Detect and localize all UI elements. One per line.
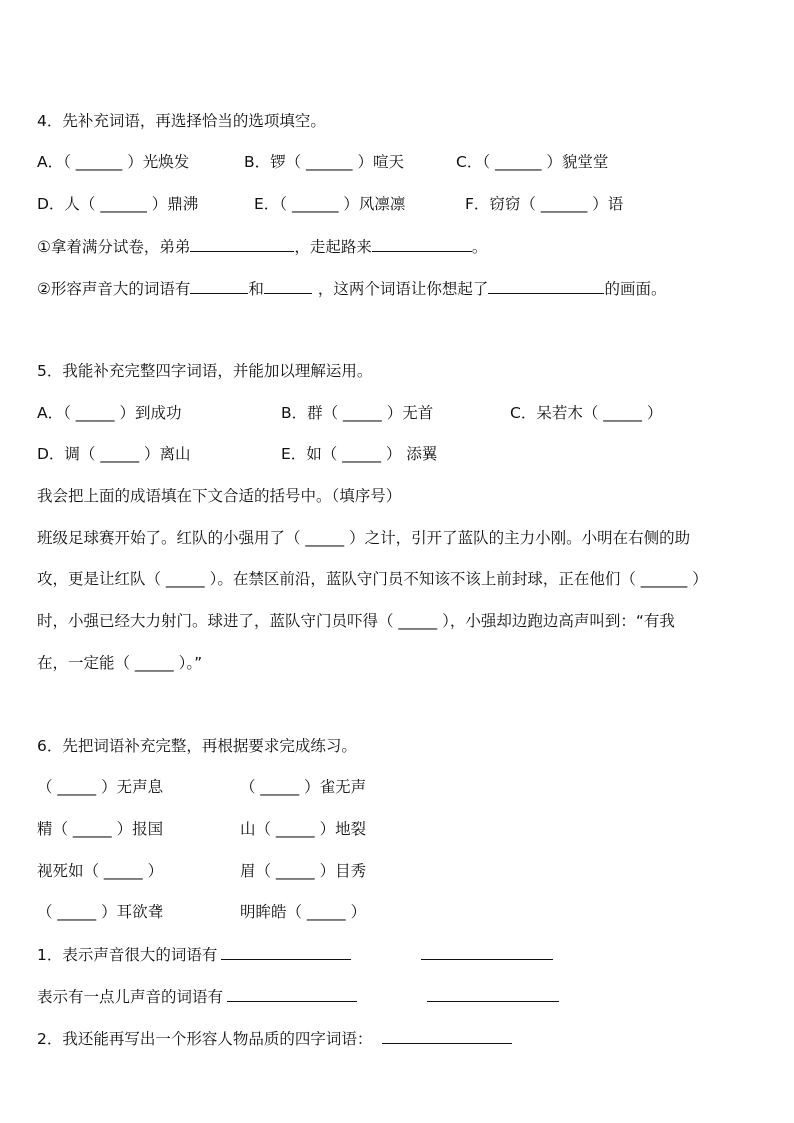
q6-word-2: （ _____ ）雀无声 [240,778,367,796]
q5-paragraph-line-2: 攻，更是让红队（ _____ ）。在禁区前沿，蓝队守门员不知该不该上前封球，正在他们（ ______ ） [37,570,708,588]
q6-word-6: 眉（ _____ ）目秀 [240,862,367,880]
q5-paragraph-line-3: 时，小强已经大力射门。球进了，蓝队守门员吓得（ _____ ），小强却边跑边高声叫到：“有我 [37,612,675,630]
q4-sentence-2 [37,278,666,299]
q4-option-a: A．（ ______ ）光焕发 [37,153,190,171]
q6-task-1b [37,986,559,1007]
q5-option-b: B．群（ _____ ）无首 [281,404,434,422]
answer-blank[interactable] [190,236,294,252]
q5-paragraph-line-1: 班级足球赛开始了。红队的小强用了（ _____ ）之计，引开了蓝队的主力小刚。小明在右侧的助 [37,529,691,547]
q4-s2-prefix: ②形容声音大的词语有 [37,280,191,298]
q5-instruction: 我会把上面的成语填在下文合适的括号中。（填序号） [37,487,402,505]
q6-word-8: 明眸皓（ _____ ） [240,903,367,921]
q4-option-e: E．（ ______ ）风凛凛 [254,195,406,213]
q4-s2-and: 和 [248,280,264,298]
q4-s2-end: 的画面。 [604,280,667,298]
q4-option-b: B．锣（ ______ ）喧天 [244,153,404,171]
q6-word-5: 视死如（ _____ ） [37,862,164,880]
q6-word-7: （ _____ ）耳欲聋 [37,903,164,921]
q6-task-1 [37,944,553,965]
answer-blank[interactable] [421,944,553,960]
q5-option-d: D．调（ _____ ）离山 [37,445,191,463]
q4-s1-prefix: ①拿着满分试卷，弟弟 [37,238,191,256]
answer-blank[interactable] [427,986,559,1002]
q6-task-2-label: 2．我还能再写出一个形容人物品质的四字词语： [37,1030,373,1048]
q4-title: 4．先补充词语，再选择恰当的选项填空。 [37,112,326,130]
q6-word-3: 精（ _____ ）报国 [37,820,164,838]
q6-task-2 [37,1028,512,1049]
q6-title: 6．先把词语补充完整，再根据要求完成练习。 [37,737,357,755]
answer-blank[interactable] [264,278,312,294]
q4-option-f: F．窃窃（ ______ ）语 [465,195,624,213]
answer-blank[interactable] [372,236,472,252]
q6-word-4: 山（ _____ ）地裂 [240,820,367,838]
q5-title: 5．我能补充完整四字词语，并能加以理解运用。 [37,362,373,380]
answer-blank[interactable] [488,278,604,294]
q4-sentence-1 [37,236,487,257]
q4-s1-mid: ，走起路来 [294,238,372,256]
q5-option-c: C．呆若木（ _____ ） [510,404,663,422]
q5-option-e: E．如（ _____ ） 添翼 [281,445,438,463]
q6-word-1: （ _____ ）无声息 [37,778,164,796]
q5-option-a: A．（ _____ ）到成功 [37,404,182,422]
answer-blank[interactable] [227,986,357,1002]
q4-option-d: D．人（ ______ ）鼎沸 [37,195,199,213]
answer-blank[interactable] [382,1028,512,1044]
answer-blank[interactable] [221,944,351,960]
q5-paragraph-line-4: 在，一定能（ _____ ）。” [37,654,203,672]
q4-s1-end: 。 [471,238,488,256]
q6-task-1-label: 1．表示声音很大的词语有 [37,946,218,964]
answer-blank[interactable] [190,278,248,294]
q4-s2-mid: ，这两个词语让你想起了 [317,280,489,298]
q6-task-1b-label: 表示有一点儿声音的词语有 [37,988,224,1006]
q4-option-c: C．（ ______ ）貌堂堂 [456,153,609,171]
